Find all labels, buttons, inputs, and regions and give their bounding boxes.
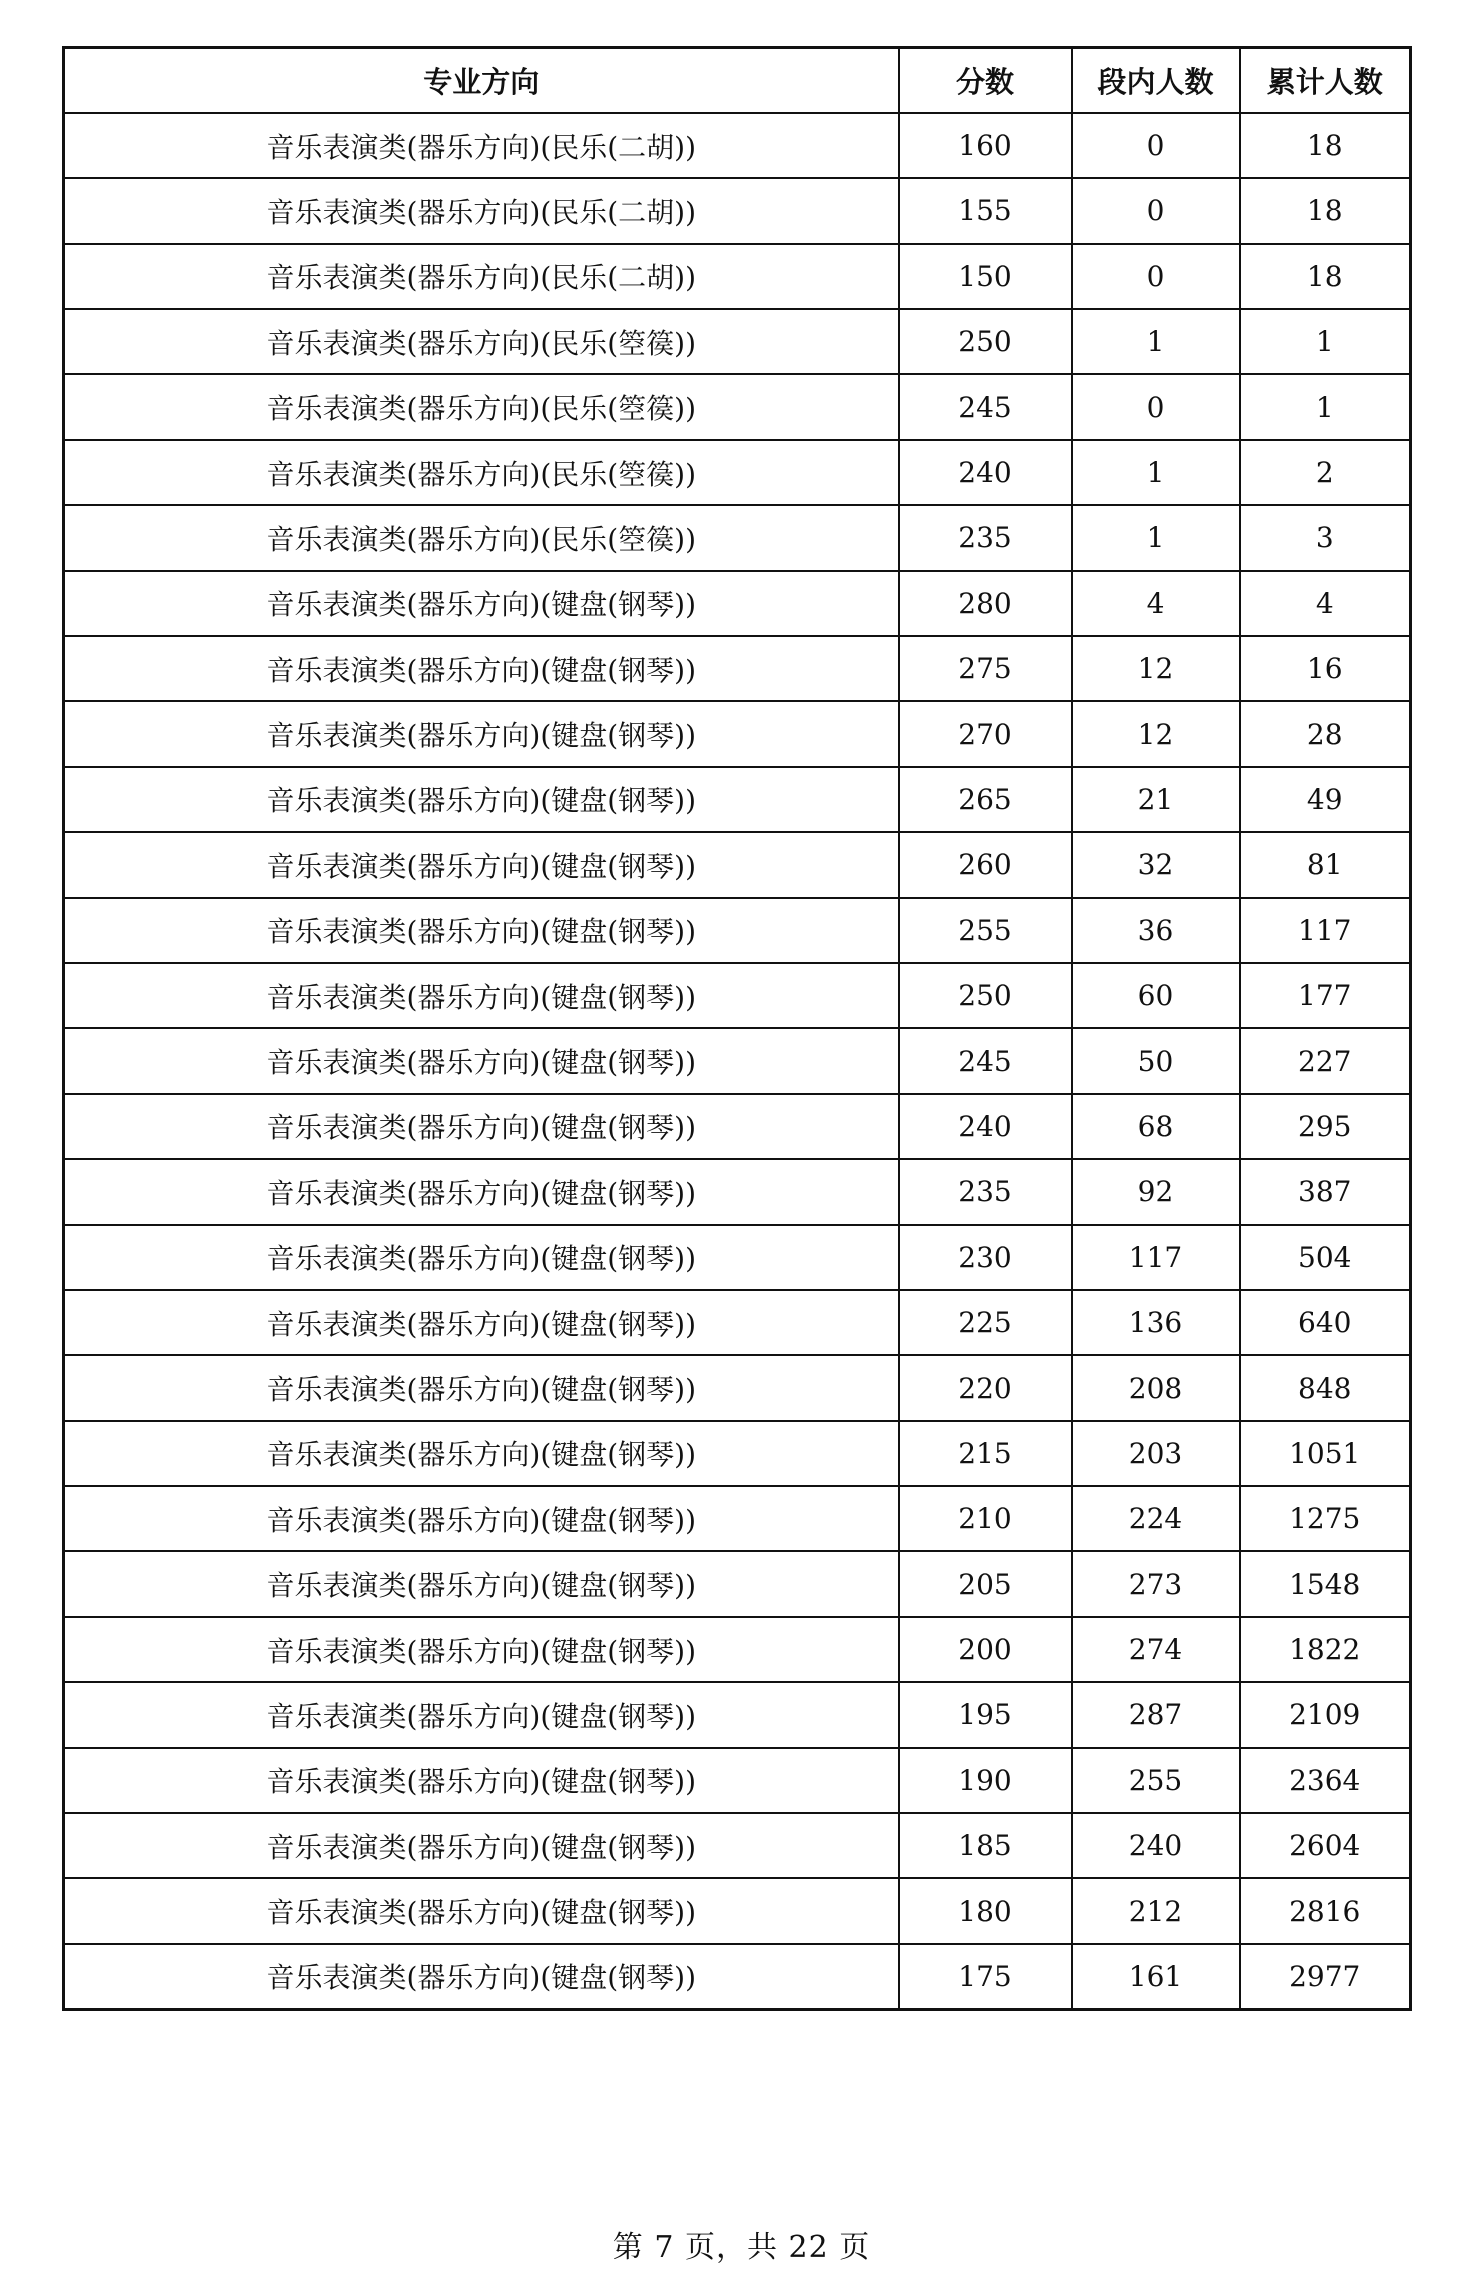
cell-major: 音乐表演类(器乐方向)(键盘(钢琴)) <box>64 767 899 832</box>
cell-major: 音乐表演类(器乐方向)(民乐(箜篌)) <box>64 309 899 374</box>
table-row <box>64 374 1411 439</box>
table-row <box>64 1225 1411 1290</box>
cell-major: 音乐表演类(器乐方向)(键盘(钢琴)) <box>64 1878 899 1943</box>
cell-score: 155 <box>899 178 1072 243</box>
cell-major: 音乐表演类(器乐方向)(键盘(钢琴)) <box>64 1944 899 2009</box>
cell-segment-count: 287 <box>1072 1682 1240 1747</box>
cell-major: 音乐表演类(器乐方向)(键盘(钢琴)) <box>64 898 899 963</box>
table-row <box>64 701 1411 766</box>
cell-score: 245 <box>899 374 1072 439</box>
cell-cumulative-count: 504 <box>1240 1225 1411 1290</box>
cell-cumulative-count: 227 <box>1240 1028 1411 1093</box>
cell-score: 220 <box>899 1355 1072 1420</box>
table-row <box>64 1028 1411 1093</box>
cell-cumulative-count: 117 <box>1240 898 1411 963</box>
cell-cumulative-count: 1548 <box>1240 1551 1411 1616</box>
cell-cumulative-count: 18 <box>1240 113 1411 178</box>
cell-score: 185 <box>899 1813 1072 1878</box>
table-body <box>64 113 1411 2009</box>
cell-cumulative-count: 2364 <box>1240 1748 1411 1813</box>
cell-segment-count: 224 <box>1072 1486 1240 1551</box>
table-row <box>64 1944 1411 2009</box>
table-row <box>64 767 1411 832</box>
cell-cumulative-count: 2604 <box>1240 1813 1411 1878</box>
cell-cumulative-count: 2977 <box>1240 1944 1411 2009</box>
cell-segment-count: 212 <box>1072 1878 1240 1943</box>
cell-segment-count: 161 <box>1072 1944 1240 2009</box>
cell-cumulative-count: 1822 <box>1240 1617 1411 1682</box>
table-row <box>64 963 1411 1028</box>
cell-cumulative-count: 28 <box>1240 701 1411 766</box>
cell-major: 音乐表演类(器乐方向)(键盘(钢琴)) <box>64 1813 899 1878</box>
cell-score: 160 <box>899 113 1072 178</box>
header-cumulative-count: 累计人数 <box>1240 48 1411 113</box>
cell-major: 音乐表演类(器乐方向)(键盘(钢琴)) <box>64 1028 899 1093</box>
cell-segment-count: 274 <box>1072 1617 1240 1682</box>
table-row <box>64 832 1411 897</box>
cell-major: 音乐表演类(器乐方向)(民乐(二胡)) <box>64 113 899 178</box>
cell-cumulative-count: 49 <box>1240 767 1411 832</box>
cell-segment-count: 1 <box>1072 505 1240 570</box>
cell-major: 音乐表演类(器乐方向)(键盘(钢琴)) <box>64 571 899 636</box>
cell-cumulative-count: 2 <box>1240 440 1411 505</box>
cell-score: 230 <box>899 1225 1072 1290</box>
cell-cumulative-count: 4 <box>1240 571 1411 636</box>
cell-score: 240 <box>899 1094 1072 1159</box>
cell-major: 音乐表演类(器乐方向)(键盘(钢琴)) <box>64 1290 899 1355</box>
cell-cumulative-count: 295 <box>1240 1094 1411 1159</box>
cell-score: 225 <box>899 1290 1072 1355</box>
table-row <box>64 1682 1411 1747</box>
page-number-footer: 第 7 页，共 22 页 <box>612 2230 871 2265</box>
table-row <box>64 571 1411 636</box>
cell-segment-count: 0 <box>1072 244 1240 309</box>
cell-cumulative-count: 1 <box>1240 309 1411 374</box>
cell-score: 235 <box>899 505 1072 570</box>
cell-score: 210 <box>899 1486 1072 1551</box>
cell-cumulative-count: 387 <box>1240 1159 1411 1224</box>
table-row <box>64 244 1411 309</box>
cell-segment-count: 136 <box>1072 1290 1240 1355</box>
cell-segment-count: 1 <box>1072 309 1240 374</box>
cell-score: 215 <box>899 1421 1072 1486</box>
table-row <box>64 1159 1411 1224</box>
cell-cumulative-count: 18 <box>1240 178 1411 243</box>
cell-score: 235 <box>899 1159 1072 1224</box>
cell-major: 音乐表演类(器乐方向)(键盘(钢琴)) <box>64 1094 899 1159</box>
table-row <box>64 1617 1411 1682</box>
cell-cumulative-count: 2109 <box>1240 1682 1411 1747</box>
cell-segment-count: 0 <box>1072 113 1240 178</box>
cell-cumulative-count: 18 <box>1240 244 1411 309</box>
cell-cumulative-count: 1275 <box>1240 1486 1411 1551</box>
cell-segment-count: 208 <box>1072 1355 1240 1420</box>
table-row <box>64 1551 1411 1616</box>
cell-major: 音乐表演类(器乐方向)(键盘(钢琴)) <box>64 1551 899 1616</box>
cell-score: 190 <box>899 1748 1072 1813</box>
header-segment-count: 段内人数 <box>1072 48 1240 113</box>
table-row <box>64 1421 1411 1486</box>
cell-segment-count: 0 <box>1072 374 1240 439</box>
cell-segment-count: 273 <box>1072 1551 1240 1616</box>
cell-cumulative-count: 848 <box>1240 1355 1411 1420</box>
table-row <box>64 309 1411 374</box>
score-table <box>62 46 1412 2011</box>
cell-score: 265 <box>899 767 1072 832</box>
cell-segment-count: 240 <box>1072 1813 1240 1878</box>
cell-major: 音乐表演类(器乐方向)(键盘(钢琴)) <box>64 832 899 897</box>
cell-segment-count: 0 <box>1072 178 1240 243</box>
cell-score: 250 <box>899 963 1072 1028</box>
cell-score: 250 <box>899 309 1072 374</box>
cell-segment-count: 32 <box>1072 832 1240 897</box>
cell-score: 260 <box>899 832 1072 897</box>
table-row <box>64 898 1411 963</box>
cell-major: 音乐表演类(器乐方向)(键盘(钢琴)) <box>64 1421 899 1486</box>
table-row <box>64 178 1411 243</box>
table-row <box>64 505 1411 570</box>
cell-cumulative-count: 3 <box>1240 505 1411 570</box>
cell-major: 音乐表演类(器乐方向)(键盘(钢琴)) <box>64 1486 899 1551</box>
cell-score: 280 <box>899 571 1072 636</box>
cell-cumulative-count: 640 <box>1240 1290 1411 1355</box>
cell-major: 音乐表演类(器乐方向)(民乐(箜篌)) <box>64 374 899 439</box>
cell-cumulative-count: 2816 <box>1240 1878 1411 1943</box>
table-row <box>64 440 1411 505</box>
table-row <box>64 1486 1411 1551</box>
cell-segment-count: 4 <box>1072 571 1240 636</box>
cell-cumulative-count: 16 <box>1240 636 1411 701</box>
cell-score: 180 <box>899 1878 1072 1943</box>
cell-score: 270 <box>899 701 1072 766</box>
table-row <box>64 1748 1411 1813</box>
cell-segment-count: 12 <box>1072 636 1240 701</box>
table-header-row <box>64 48 1411 113</box>
header-score: 分数 <box>899 48 1072 113</box>
cell-segment-count: 92 <box>1072 1159 1240 1224</box>
cell-score: 255 <box>899 898 1072 963</box>
cell-score: 175 <box>899 1944 1072 2009</box>
table-row <box>64 113 1411 178</box>
cell-cumulative-count: 81 <box>1240 832 1411 897</box>
table-row <box>64 1355 1411 1420</box>
cell-score: 150 <box>899 244 1072 309</box>
cell-segment-count: 50 <box>1072 1028 1240 1093</box>
cell-segment-count: 60 <box>1072 963 1240 1028</box>
table-row <box>64 1290 1411 1355</box>
table-row <box>64 636 1411 701</box>
cell-major: 音乐表演类(器乐方向)(键盘(钢琴)) <box>64 963 899 1028</box>
cell-segment-count: 36 <box>1072 898 1240 963</box>
cell-segment-count: 21 <box>1072 767 1240 832</box>
cell-segment-count: 203 <box>1072 1421 1240 1486</box>
table-row <box>64 1094 1411 1159</box>
cell-major: 音乐表演类(器乐方向)(键盘(钢琴)) <box>64 1225 899 1290</box>
cell-major: 音乐表演类(器乐方向)(键盘(钢琴)) <box>64 636 899 701</box>
cell-major: 音乐表演类(器乐方向)(民乐(箜篌)) <box>64 505 899 570</box>
cell-major: 音乐表演类(器乐方向)(键盘(钢琴)) <box>64 1159 899 1224</box>
cell-major: 音乐表演类(器乐方向)(键盘(钢琴)) <box>64 1355 899 1420</box>
cell-cumulative-count: 177 <box>1240 963 1411 1028</box>
cell-major: 音乐表演类(器乐方向)(民乐(二胡)) <box>64 178 899 243</box>
cell-segment-count: 1 <box>1072 440 1240 505</box>
cell-score: 275 <box>899 636 1072 701</box>
cell-major: 音乐表演类(器乐方向)(键盘(钢琴)) <box>64 1682 899 1747</box>
cell-major: 音乐表演类(器乐方向)(键盘(钢琴)) <box>64 701 899 766</box>
header-major: 专业方向 <box>64 48 899 113</box>
cell-major: 音乐表演类(器乐方向)(键盘(钢琴)) <box>64 1748 899 1813</box>
cell-major: 音乐表演类(器乐方向)(民乐(箜篌)) <box>64 440 899 505</box>
cell-major: 音乐表演类(器乐方向)(键盘(钢琴)) <box>64 1617 899 1682</box>
cell-score: 240 <box>899 440 1072 505</box>
cell-segment-count: 68 <box>1072 1094 1240 1159</box>
cell-cumulative-count: 1 <box>1240 374 1411 439</box>
cell-score: 195 <box>899 1682 1072 1747</box>
cell-score: 205 <box>899 1551 1072 1616</box>
cell-score: 200 <box>899 1617 1072 1682</box>
cell-segment-count: 117 <box>1072 1225 1240 1290</box>
cell-cumulative-count: 1051 <box>1240 1421 1411 1486</box>
table-row <box>64 1813 1411 1878</box>
cell-segment-count: 12 <box>1072 701 1240 766</box>
cell-score: 245 <box>899 1028 1072 1093</box>
cell-segment-count: 255 <box>1072 1748 1240 1813</box>
cell-major: 音乐表演类(器乐方向)(民乐(二胡)) <box>64 244 899 309</box>
table-row <box>64 1878 1411 1943</box>
